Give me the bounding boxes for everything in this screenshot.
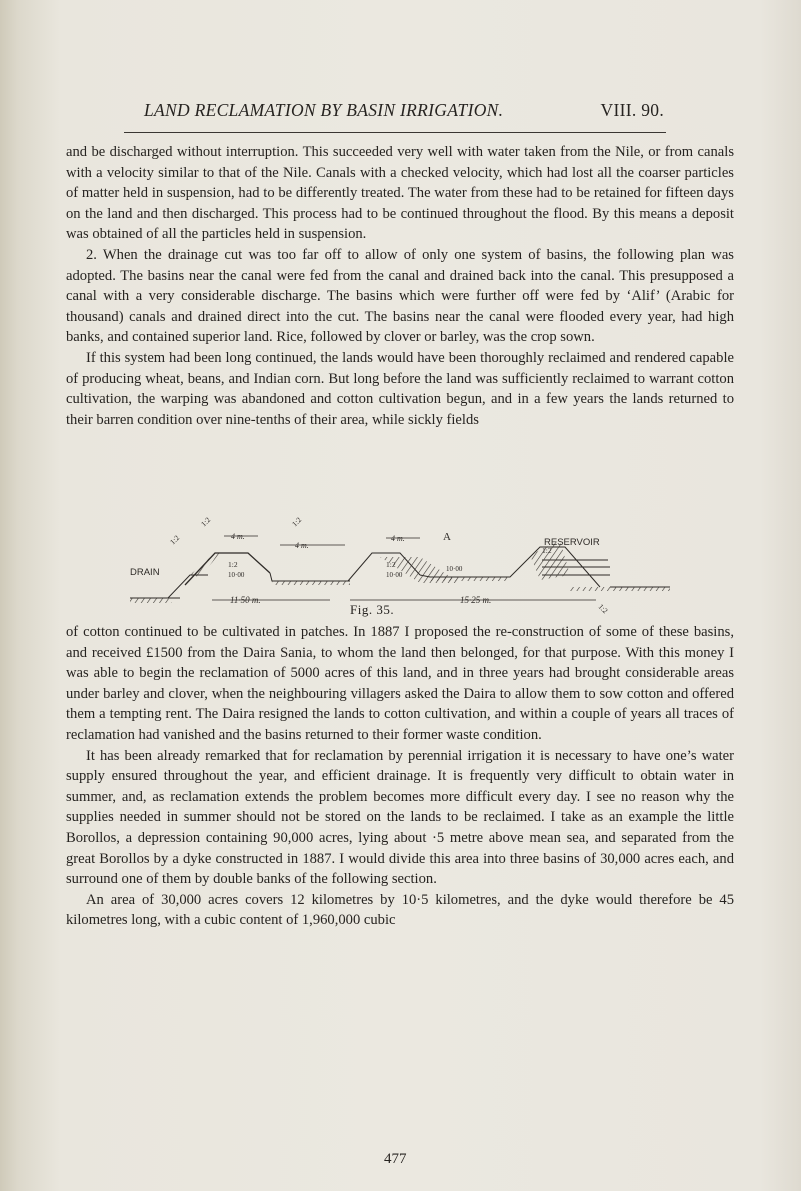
label-top-3: 4 m.: [391, 534, 405, 543]
label-reservoir: RESERVOIR: [544, 537, 600, 548]
header-rule: [124, 132, 666, 133]
running-header: [144, 100, 664, 121]
label-a: A: [443, 531, 451, 543]
label-slope-3: 1:2: [290, 515, 304, 529]
label-level-3: 10·00: [446, 565, 463, 573]
label-inner-2: 1:2: [386, 560, 396, 569]
label-inner-3: 1:2: [542, 546, 552, 555]
label-slope-2: 1:2: [199, 515, 213, 529]
label-width-1: 11·50 m.: [230, 595, 261, 605]
text-block-bottom: [66, 622, 734, 931]
label-level-2: 10·00: [386, 571, 403, 579]
paragraph: 2. When the drainage cut was too far off to allow of only one system of basins, the following plan was adopted. The basins near the canal were fed from the canal and drained back into the canal. This presupposed a canal with a very considerable discharge. The basins which were further off were fed by ‘Alif’ (Arabic for thousand) canals and drained direct into the cut. The basins near the canal were flooded every year, had high banks, and contained superior land. Rice, followed by clover or barley, was the crop sown.: [66, 246, 734, 346]
label-top-2: 4 m.: [295, 541, 309, 550]
label-inner-1: 1:2: [228, 560, 238, 569]
text-block-top: [66, 142, 734, 430]
paragraph: If this system had been long continued, the lands would have been thoroughly reclaimed and rendered capable of producing wheat, beans, and Indian corn. But long before the land was sufficiently reclaimed to warrant cotton cultivation, the warping was abandoned and cotton cultivation begun, and in a few years the lands returned to their barren condition over nine-tenths of their area, while sickly fields: [66, 349, 734, 428]
paragraph: of cotton continued to be cultivated in patches. In 1887 I proposed the re-construction of some of these basins, and received £1500 from the Daira Sania, to whom the land then belonged, for that purpose. With this money I was able to begin the reclamation of 5000 acres of this land, and in three years had brought considerable areas under barley and clover, when the neighbouring villagers asked the Daira to allow them to sow cotton and offered them a tempting rent. The Daira resigned the lands to cotton cultivation, and within a couple of years all traces of reclamation had vanished and the basins returned to their former waste condition.: [66, 624, 734, 743]
label-slope-1: 1:2: [168, 533, 182, 547]
running-title: LAND RECLAMATION BY BASIN IRRIGATION.: [144, 100, 504, 120]
paragraph: It has been already remarked that for reclamation by perennial irrigation it is necessary to have one’s water supply ensured throughout the year, and efficient drainage. It is frequently very difficult to obtain water in summer, and, as reclamation extends the problem becomes more difficult every day. I see no reason why the supplies needed in summer should not be stored on the lands to be reclaimed. I take as an example the little Borollos, a depression containing 90,000 acres, lying about ·5 metre above mean sea, and separated from the great Borollos by a dyke constructed in 1887. I would divide this area into three basins of 30,000 acres each, and surround one of them by double banks of the following section.: [66, 747, 734, 888]
label-top-1: 4 m.: [231, 532, 245, 541]
paragraph: and be discharged without interruption. This succeeded very well with water taken from the Nile, or from canals with a velocity similar to that of the Nile. Canals with a checked velocity, which had lost all the coarser particles of matter held in suspension, had to be differently treated. The water from these had to be retained for fifteen days on the land and then discharged. This process had to be continued throughout the flood. By this means a deposit was obtained of all the particles held in suspension.: [66, 144, 734, 243]
paragraph: An area of 30,000 acres covers 12 kilometres by 10·5 kilometres, and the dyke would therefore be 45 kilometres long, with a cubic content of 1,960,000 cubic: [66, 891, 734, 929]
section-number: VIII. 90.: [600, 100, 664, 120]
label-slope-4: 1:2: [596, 602, 610, 616]
label-level-1: 10·00: [228, 571, 245, 579]
label-drain: DRAIN: [130, 567, 160, 578]
page-number: 477: [384, 1151, 407, 1167]
label-width-2: 15·25 m.: [460, 595, 492, 605]
figure-caption: Fig. 35.: [350, 602, 395, 617]
